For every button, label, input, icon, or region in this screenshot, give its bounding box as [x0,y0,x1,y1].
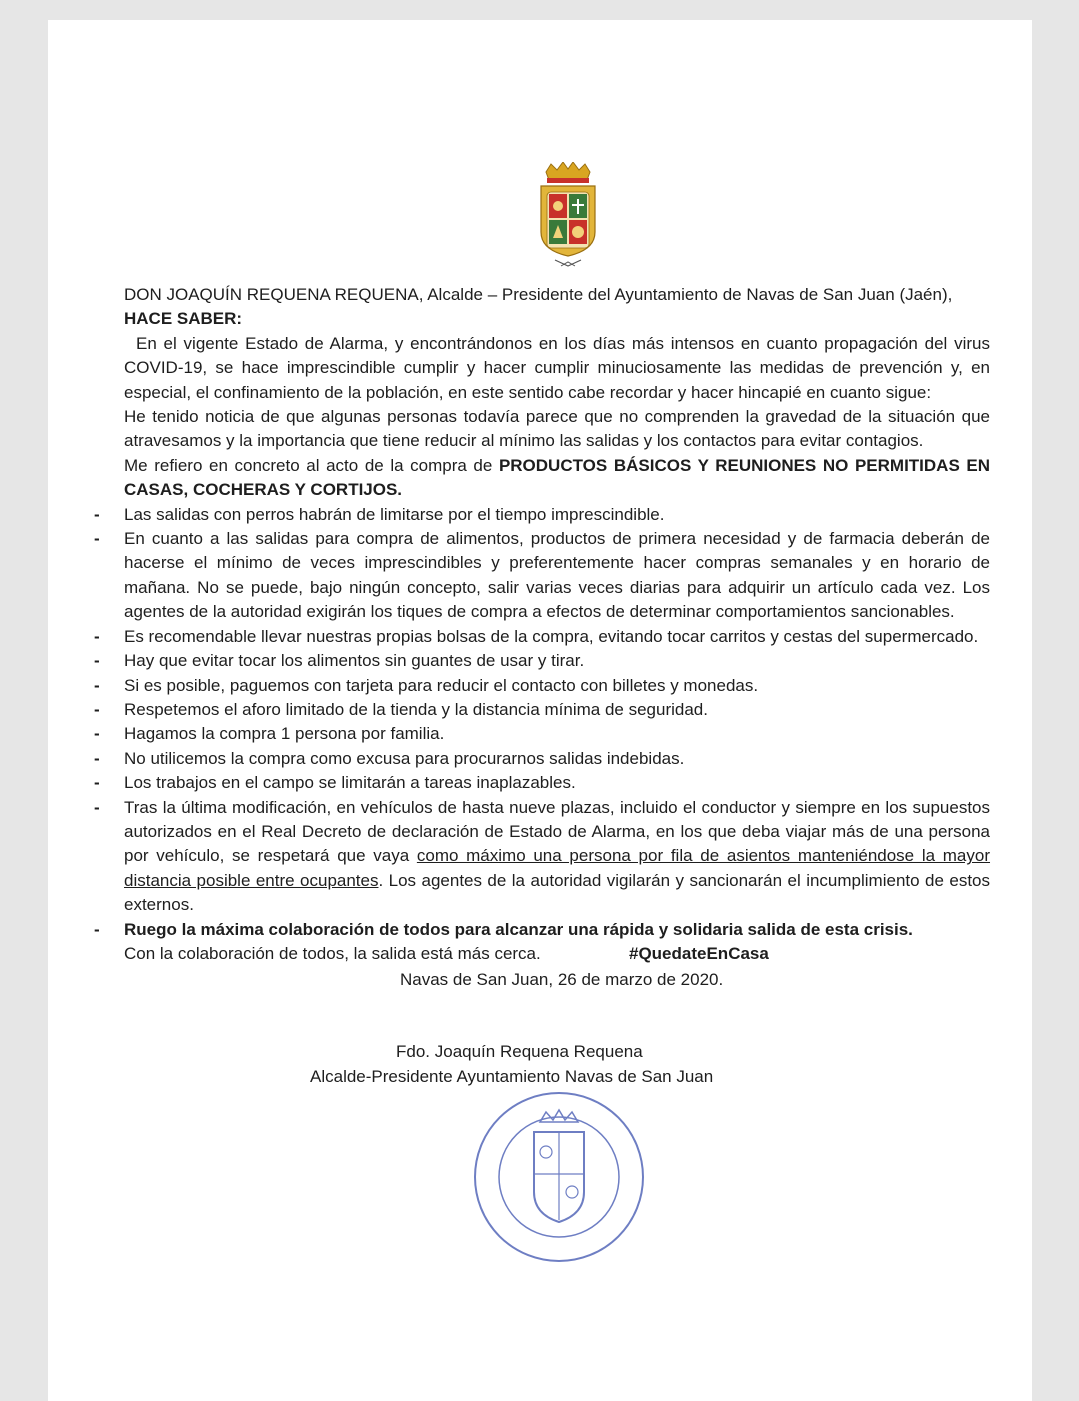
edict-content [124,283,990,1089]
list-item-vehicles: - Tras la última modificación, en vehículos de hasta nueve plazas, incluido el conductor y siempre en los supuestos autorizados en el Real Decreto de declaración de Estado de Alarma, en los que deba viajar más de una persona por vehículo, se respetará que vaya como máximo una persona por fila de asientos manteniéndose la mayor distancia posible entre ocupantes. Los agentes de la autoridad vigilarán y sancionarán el incumplimiento de estos externos. [124,796,990,918]
document-date: Navas de San Juan, 26 de marzo de 2020. [400,969,724,989]
signature-name: Fdo. Joaquín Requena Requena [396,1042,643,1062]
list-item: - Los trabajos en el campo se limitarán a tareas inaplazables. [124,771,990,795]
list-item: - Respetemos el aforo limitado de la tienda y la distancia mínima de seguridad. [124,698,990,722]
list-item: - No utilicemos la compra como excusa para procurarnos salidas indebidas. [124,747,990,771]
list-item: - Las salidas con perros habrán de limitarse por el tiempo imprescindible. [124,503,990,527]
document-page [48,20,1032,1401]
paragraph-notice: He tenido noticia de que algunas personas todavía parece que no comprenden la gravedad de la situación que atravesamos y la importancia que tiene reducir al mínimo las salidas y los contactos para evitar contagios. [124,407,990,451]
mayor-intro: DON JOAQUÍN REQUENA REQUENA, Alcalde – Presidente del Ayuntamiento de Navas de San Juan (Jaén), [124,285,953,304]
list-item: - Hay que evitar tocar los alimentos sin guantes de usar y tirar. [124,649,990,673]
list-item: - Es recomendable llevar nuestras propias bolsas de la compra, evitando tocar carritos y cestas del supermercado. [124,625,990,649]
paragraph-intro: En el vigente Estado de Alarma, y encontrándonos en los días más intensos en cuanto propagación del virus COVID-19, se hace imprescindible cumplir y hacer cumplir minuciosamente las medidas de prevención y, en especial, el confinamiento de la población, en este sentido cabe recordar y hacer hincapié en cuanto sigue: [124,333,990,402]
signature-title: Alcalde-Presidente Ayuntamiento Navas de San Juan [310,1066,714,1086]
municipal-coat-of-arms [537,162,599,272]
closing-text: Con la colaboración de todos, la salida está más cerca. [124,943,541,963]
hashtag: #QuedateEnCasa [629,943,769,963]
paragraph-purchase: Me refiero en concreto al acto de la compra de PRODUCTOS BÁSICOS Y REUNIONES NO PERMITIDAS EN CASAS, COCHERAS Y CORTIJOS. [124,455,990,500]
list-item: - Hagamos la compra 1 persona por familia. [124,722,990,746]
closing-line [124,942,990,966]
list-item-collaboration: - Ruego la máxima colaboración de todos para alcanzar una rápida y solidaria salida de esta crisis. [124,918,990,942]
hace-saber-heading: HACE SABER: [124,309,243,329]
list-item: - En cuanto a las salidas para compra de alimentos, productos de primera necesidad y de farmacia deberán de hacerse el mínimo de veces imprescindibles y preferentemente hacer compras semanales y en horario de mañana. No se puede, bajo ningún concepto, salir varias veces diarias para adquirir un artículo cada vez. Los agentes de la autoridad exigirán los tiques de compra a efectos de determinar comportamientos sancionables. [124,527,990,625]
measures-list [124,503,990,942]
list-item: - Si es posible, paguemos con tarjeta para reducir el contacto con billetes y monedas. [124,674,990,698]
alcaldia-seal-stamp [470,1088,648,1266]
